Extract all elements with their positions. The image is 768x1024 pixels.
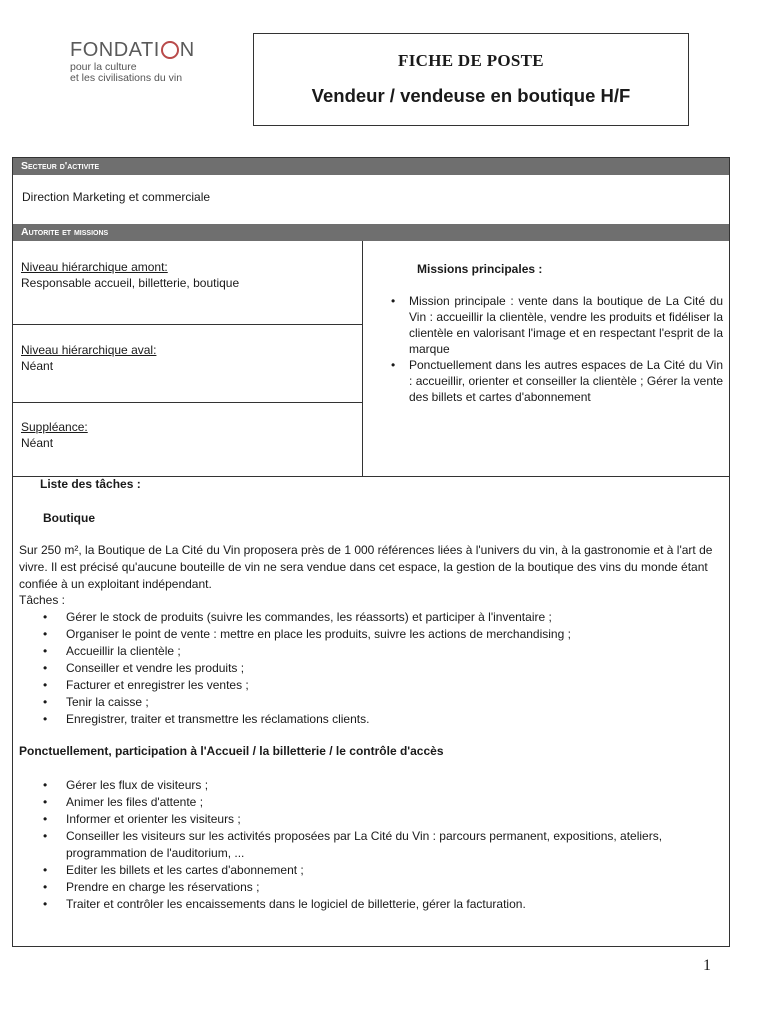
column-divider [362, 241, 363, 476]
task-item: • Accueillir la clientèle ; [19, 643, 725, 660]
logo-tagline-1: pour la culture [70, 61, 137, 73]
task-item: • Conseiller et vendre les produits ; [19, 660, 725, 677]
task-item: • Prendre en charge les réservations ; [19, 879, 725, 896]
missions-title: Missions principales : [417, 262, 543, 276]
task-item: • Enregistrer, traiter et transmettre les réclamations clients. [19, 711, 725, 728]
task-item: • Traiter et contrôler les encaissements dans le logiciel de billetterie, gérer la facturation. [19, 896, 725, 913]
logo-circle-icon [161, 41, 179, 59]
task-item: • Tenir la caisse ; [19, 694, 725, 711]
missions-list [389, 293, 723, 405]
task-item: • Editer les billets et les cartes d'abonnement ; [19, 862, 725, 879]
task-item: • Facturer et enregistrer les ventes ; [19, 677, 725, 694]
boutique-task-list [19, 609, 725, 728]
task-item: • Gérer le stock de produits (suivre les commandes, les réassorts) et participer à l'inventaire ; [19, 609, 725, 626]
secteur-value: Direction Marketing et commerciale [22, 190, 211, 204]
row-divider-1 [13, 324, 363, 325]
accueil-task-list [19, 777, 725, 913]
mission-item: • Ponctuellement dans les autres espaces de La Cité du Vin : accueillir, orienter et conseiller la clientèle ; Gérer la vente des billets et cartes d'abonnement [389, 357, 723, 405]
task-item: • Informer et orienter les visiteurs ; [19, 811, 725, 828]
suppleance-label: Suppléance: [21, 420, 88, 434]
aval-value: Néant [21, 359, 54, 373]
logo-tagline-2: et les civilisations du vin [70, 72, 183, 84]
logo-wordmark [70, 40, 240, 60]
logo-name-end: N [179, 39, 195, 61]
task-item: • Organiser le point de vente : mettre en place les produits, suivre les actions de merchandising ; [19, 626, 725, 643]
taches-heading: Liste des tâches : [40, 477, 141, 491]
autorite-heading: Autorite et missions [13, 224, 729, 241]
taches-label: Tâches : [19, 593, 66, 607]
boutique-title: Boutique [43, 511, 95, 525]
amont-block [21, 259, 351, 291]
foundation-logo [70, 40, 240, 84]
secteur-heading: Secteur d'activite [13, 158, 729, 175]
row-divider-2 [13, 402, 363, 403]
amont-value: Responsable accueil, billetterie, boutique [21, 276, 240, 290]
page-number: 1 [703, 957, 711, 974]
aval-block [21, 342, 351, 374]
aval-label: Niveau hiérarchique aval: [21, 343, 157, 357]
mission-item: • Mission principale : vente dans la boutique de La Cité du Vin : accueillir la clientèle, vendre les produits et fidéliser la clientèle en valorisant l'image et en respectant l'esprit de la marque [389, 293, 723, 357]
document-title: FICHE DE POSTE [398, 51, 544, 70]
suppleance-block [21, 419, 351, 451]
suppleance-value: Néant [21, 436, 54, 450]
job-sheet-table [12, 157, 730, 947]
boutique-intro: Sur 250 m², la Boutique de La Cité du Vin proposera près de 1 000 références liées à l'univers du vin, à la gastronomie et à l'art de vivre. Il est précisé qu'aucune bouteille de vin ne sera vendue dans cet espace, la gestion de la boutique des vins du monde étant confiée à un exploitant indépendant. [19, 543, 713, 591]
accueil-title: Ponctuellement, participation à l'Accueil / la billetterie / le contrôle d'accès [19, 744, 444, 758]
task-item: • Animer les files d'attente ; [19, 794, 725, 811]
job-title: Vendeur / vendeuse en boutique H/F [311, 85, 631, 106]
task-item: • Conseiller les visiteurs sur les activités proposées par La Cité du Vin : parcours permanent, expositions, ateliers, programmation de l'auditorium, ... [19, 828, 725, 862]
title-box [253, 33, 689, 126]
logo-name-start: FONDATI [70, 39, 160, 61]
amont-label: Niveau hiérarchique amont: [21, 260, 168, 274]
task-item: • Gérer les flux de visiteurs ; [19, 777, 725, 794]
